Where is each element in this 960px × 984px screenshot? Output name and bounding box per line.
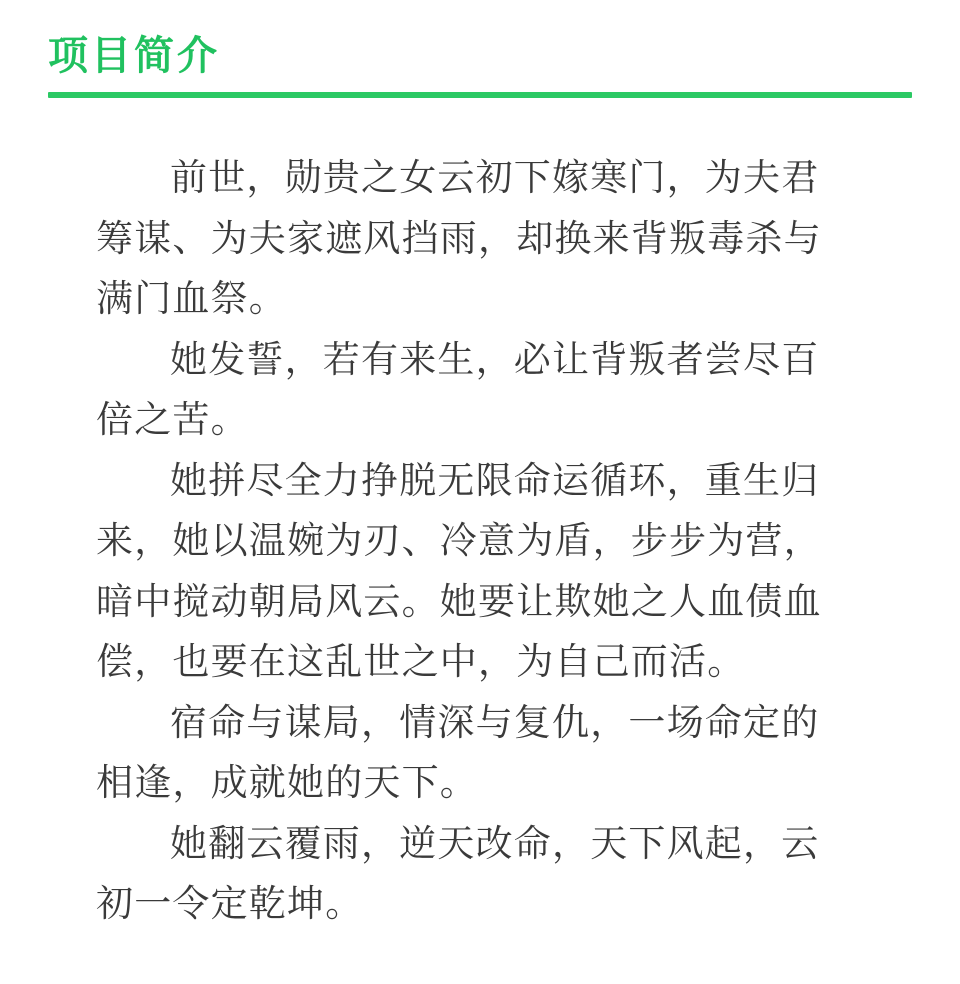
intro-paragraph-3: 她拼尽全力挣脱无限命运循环，重生归来，她以温婉为刃、冷意为盾，步步为营，暗中搅动朝局风云。她要让欺她之人血债血偿，也要在这乱世之中，为自己而活。 bbox=[96, 458, 822, 683]
intro-paragraph-5: 她翻云覆雨，逆天改命，天下风起，云初一令定乾坤。 bbox=[96, 821, 820, 925]
intro-paragraph-4: 宿命与谋局，情深与复仇，一场命定的相逢，成就她的天下。 bbox=[96, 700, 820, 804]
intro-paragraph-1: 前世，勋贵之女云初下嫁寒门，为夫君筹谋、为夫家遮风挡雨，却换来背叛毒杀与满门血祭。 bbox=[96, 156, 822, 320]
section-header bbox=[48, 30, 912, 98]
title-underline bbox=[48, 92, 912, 98]
section-title: 项目简介 bbox=[48, 33, 220, 79]
intro-paragraph-2: 她发誓，若有来生，必让背叛者尝尽百倍之苦。 bbox=[96, 337, 820, 441]
project-intro-content bbox=[96, 148, 848, 935]
